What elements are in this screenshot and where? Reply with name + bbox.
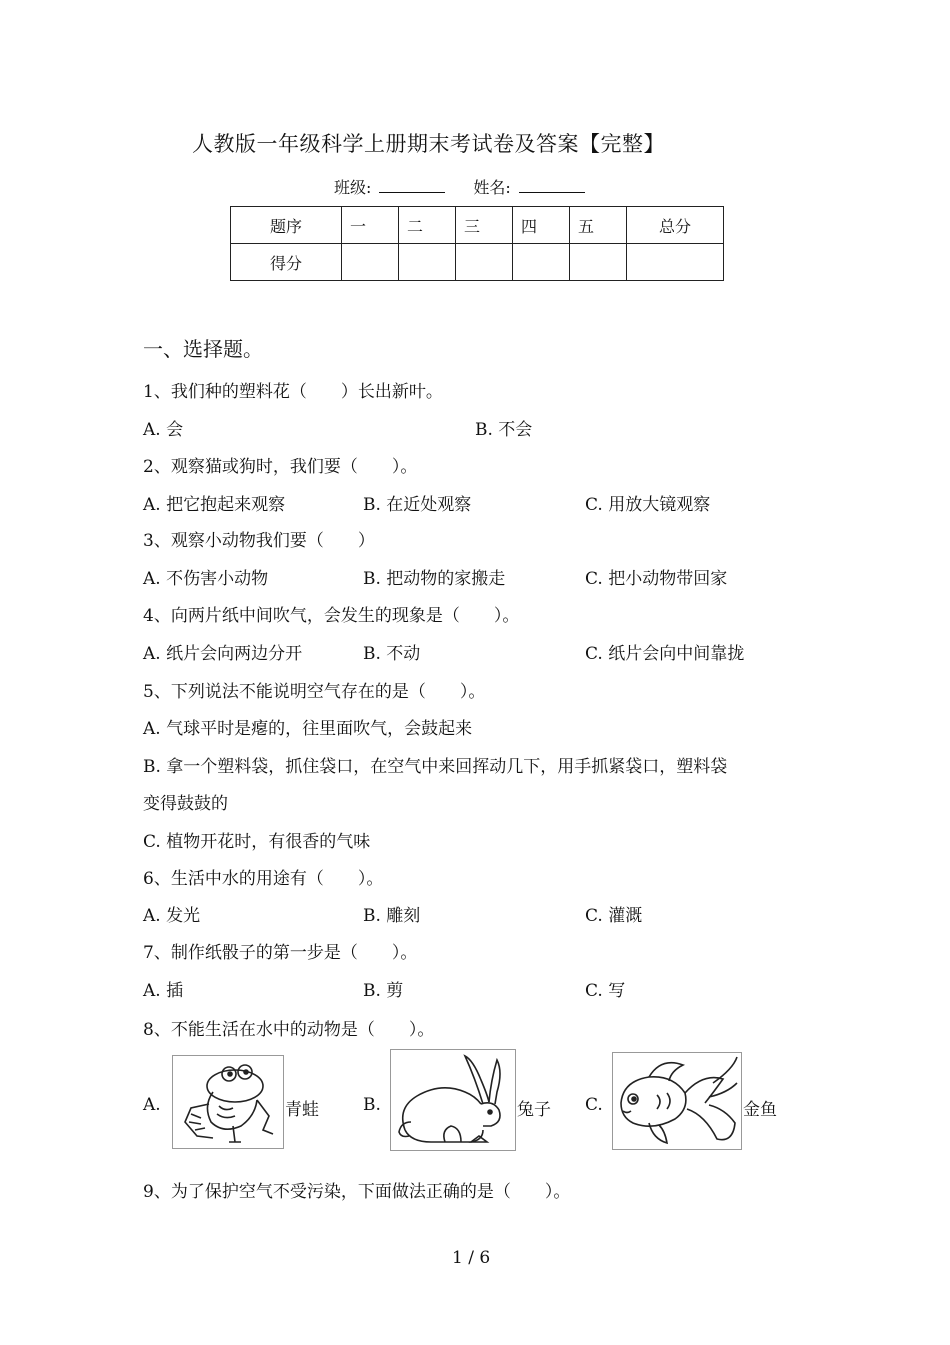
question-3: 3、观察小动物我们要（ ） [143, 531, 375, 551]
option-b: B. 不会 [475, 420, 533, 440]
goldfish-icon [613, 1053, 741, 1149]
option-b: B. [363, 1095, 381, 1115]
option-a: A. 把它抱起来观察 [143, 495, 286, 515]
score-table [230, 206, 724, 281]
score-header-row [231, 207, 724, 244]
row-label: 得分 [231, 244, 342, 281]
student-info [334, 175, 585, 198]
frog-icon [173, 1056, 283, 1148]
question-6: 6、生活中水的用途有（ ）。 [143, 869, 384, 889]
frog-label: 青蛙 [285, 1100, 319, 1120]
section-heading: 一、选择题。 [143, 337, 263, 361]
option-a: A. 气球平时是瘪的，往里面吹气，会鼓起来 [143, 719, 473, 739]
goldfish-picture [612, 1052, 742, 1150]
option-c: C. 纸片会向中间靠拢 [585, 644, 745, 664]
question-2: 2、观察猫或狗时，我们要（ ）。 [143, 457, 418, 477]
option-a: A. 纸片会向两边分开 [143, 644, 303, 664]
option-c: C. 植物开花时，有很香的气味 [143, 832, 371, 852]
question-7: 7、制作纸骰子的第一步是（ ）。 [143, 943, 418, 963]
header-cell: 一 [342, 207, 399, 244]
option-b: B. 拿一个塑料袋，抓住袋口，在空气中来回挥动几下，用手抓紧袋口，塑料袋 [143, 757, 728, 777]
score-cell [570, 244, 627, 281]
header-cell: 总分 [627, 207, 724, 244]
score-cell [399, 244, 456, 281]
rabbit-label: 兔子 [517, 1100, 551, 1120]
name-blank [519, 178, 585, 193]
score-row [231, 244, 724, 281]
header-cell: 五 [570, 207, 627, 244]
option-a: A. 发光 [143, 906, 201, 926]
page-title: 人教版一年级科学上册期末考试卷及答案【完整】 [192, 132, 665, 156]
score-cell [627, 244, 724, 281]
option-b: B. 不动 [363, 644, 421, 664]
question-5: 5、下列说法不能说明空气存在的是（ ）。 [143, 682, 486, 702]
option-c: C. [585, 1095, 603, 1115]
score-cell [513, 244, 570, 281]
rabbit-icon [391, 1050, 515, 1150]
header-cell: 题序 [231, 207, 342, 244]
option-c: C. 灌溉 [585, 906, 643, 926]
option-b: B. 剪 [363, 981, 404, 1001]
header-cell: 三 [456, 207, 513, 244]
option-b: B. 把动物的家搬走 [363, 569, 506, 589]
name-label: 姓名: [473, 178, 511, 197]
option-a: A. [143, 1095, 161, 1115]
option-c: C. 用放大镜观察 [585, 495, 711, 515]
question-1: 1、我们种的塑料花（ ）长出新叶。 [143, 382, 443, 402]
question-9: 9、为了保护空气不受污染，下面做法正确的是（ ）。 [143, 1182, 571, 1202]
option-a: A. 不伤害小动物 [143, 569, 269, 589]
rabbit-picture [390, 1049, 516, 1151]
question-8: 8、不能生活在水中的动物是（ ）。 [143, 1020, 435, 1040]
option-b-continued: 变得鼓鼓的 [143, 794, 228, 814]
goldfish-label: 金鱼 [743, 1100, 777, 1120]
header-cell: 二 [399, 207, 456, 244]
frog-picture [172, 1055, 284, 1149]
option-c: C. 写 [585, 981, 626, 1001]
option-b: B. 雕刻 [363, 906, 421, 926]
score-cell [456, 244, 513, 281]
option-c: C. 把小动物带回家 [585, 569, 728, 589]
score-cell [342, 244, 399, 281]
option-a: A. 插 [143, 981, 184, 1001]
question-4: 4、向两片纸中间吹气，会发生的现象是（ ）。 [143, 606, 520, 626]
header-cell: 四 [513, 207, 570, 244]
option-a: A. 会 [143, 420, 184, 440]
class-label: 班级: [334, 178, 372, 197]
page-number: 1 / 6 [452, 1248, 491, 1268]
class-blank [379, 178, 445, 193]
option-b: B. 在近处观察 [363, 495, 472, 515]
